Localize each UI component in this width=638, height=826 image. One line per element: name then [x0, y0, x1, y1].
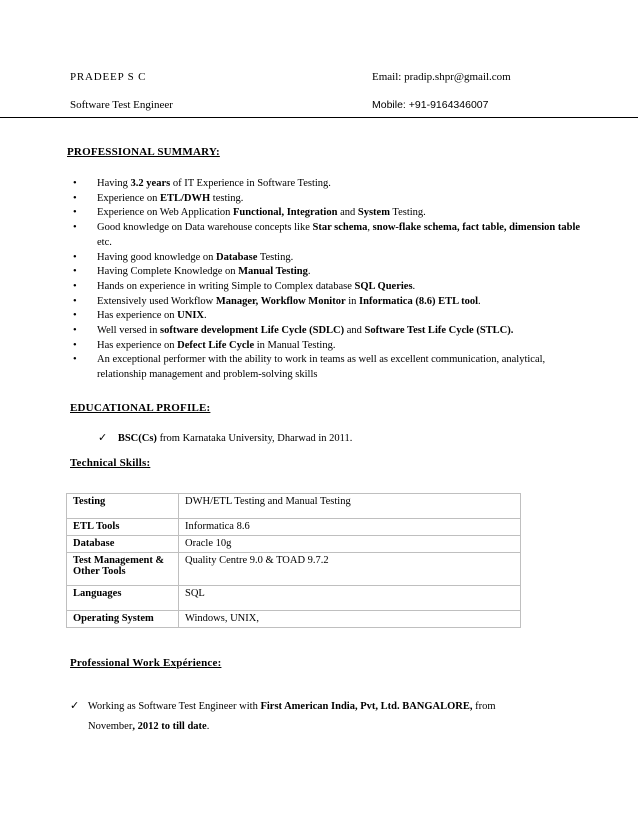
summary-text: snow-flake schema, fact table, dimension table — [372, 222, 581, 234]
bullet-icon: • — [73, 222, 77, 234]
candidate-name: PRADEEP S C — [70, 71, 147, 83]
bullet-icon: • — [73, 339, 77, 351]
bullet-icon: • — [73, 251, 77, 263]
summary-text: in Manual Testing. — [254, 339, 336, 351]
summary-item — [70, 280, 590, 295]
table-row — [67, 586, 521, 611]
header-divider — [0, 117, 638, 118]
skill-key: Testing — [67, 494, 179, 519]
summary-text: Software Test Life Cycle (STLC). — [364, 325, 514, 337]
skills-heading: Technical Skills: — [70, 457, 151, 469]
summary-text: Experience on — [97, 192, 160, 204]
table-row — [67, 519, 521, 536]
summary-list — [70, 177, 590, 383]
bullet-icon: • — [73, 266, 77, 278]
summary-heading: PROFESSIONAL SUMMARY: — [67, 146, 220, 158]
summary-text: , — [367, 222, 373, 234]
skill-value: Quality Centre 9.0 & TOAD 9.7.2 — [179, 553, 521, 586]
summary-text: Having — [97, 178, 131, 189]
education-heading: EDUCATIONAL PROFILE: — [70, 402, 211, 414]
summary-text: Well versed in — [97, 325, 161, 337]
summary-text: testing. — [210, 192, 244, 204]
bullet-icon: • — [73, 325, 77, 337]
experience-line-2 — [88, 721, 209, 732]
skill-key: Database — [67, 536, 179, 553]
summary-item — [70, 177, 590, 192]
summary-text: . — [204, 310, 207, 322]
education-degree: BSC(Cs) — [117, 433, 157, 444]
summary-text: and — [344, 325, 365, 337]
summary-item — [70, 221, 590, 250]
summary-text: An exceptional performer with the ability to work in teams as well as excellent communication, analytical, relationship management and problem-solving skills — [97, 354, 546, 381]
summary-text: of IT Experience in Software Testing. — [170, 178, 331, 189]
summary-text: and — [337, 207, 358, 219]
experience-start-month: November — [88, 721, 133, 732]
experience-role: Working as Software Test Engineer with — [87, 701, 261, 712]
job-title: Software Test Engineer — [70, 99, 173, 111]
summary-text: Testing. — [389, 207, 426, 219]
skill-value: DWH/ETL Testing and Manual Testing — [179, 494, 521, 519]
summary-text: Manager, Workflow Monitor — [215, 295, 346, 307]
skill-value: Oracle 10g — [179, 536, 521, 553]
summary-text: UNIX — [177, 310, 205, 322]
summary-text: Testing. — [257, 251, 294, 263]
checkmark-icon: ✓ — [98, 431, 108, 444]
bullet-icon: • — [73, 354, 77, 366]
summary-text: . — [307, 266, 311, 278]
table-row — [67, 611, 521, 628]
summary-text: Informatica (8.6) ETL tool — [359, 295, 479, 307]
bullet-icon: • — [73, 310, 77, 322]
table-row — [67, 536, 521, 553]
experience-heading: Professional Work Expérience: — [70, 657, 222, 669]
summary-text: Functional, Integration — [233, 207, 338, 219]
summary-text: . — [478, 295, 481, 307]
summary-item — [70, 265, 590, 280]
summary-text: software development Life Cycle (SDLC) — [160, 325, 345, 337]
skill-value: Informatica 8.6 — [179, 519, 521, 536]
summary-item — [70, 339, 590, 354]
table-row — [67, 553, 521, 586]
summary-text: Defect Life Cycle — [177, 339, 255, 351]
skill-key: Languages — [67, 586, 179, 611]
experience-line-1 — [70, 699, 590, 712]
bullet-icon: • — [73, 192, 77, 204]
checkmark-icon: ✓ — [70, 699, 80, 712]
summary-text: Has experience on — [97, 310, 178, 322]
skill-value: Windows, UNIX, — [179, 611, 521, 628]
experience-company: First American India, Pvt, Ltd. BANGALORE, — [260, 701, 473, 712]
summary-item — [70, 353, 590, 382]
skill-key: Operating System — [67, 611, 179, 628]
bullet-icon: • — [73, 207, 77, 219]
email-address: Email: pradip.shpr@gmail.com — [372, 71, 511, 83]
education-detail: from Karnataka University, Dharwad in 2011. — [156, 433, 353, 444]
bullet-icon: • — [73, 178, 77, 189]
experience-period: , 2012 to till date — [132, 721, 207, 732]
mobile-number: Mobile: +91-9164346007 — [372, 99, 489, 111]
summary-text: SQL Queries — [354, 280, 413, 292]
education-entry — [98, 431, 352, 444]
summary-text: . — [412, 280, 416, 292]
skill-key: ETL Tools — [67, 519, 179, 536]
skills-table — [66, 493, 521, 628]
summary-text: Has experience on — [97, 339, 178, 351]
summary-item — [70, 309, 590, 324]
summary-text: Star schema — [312, 222, 368, 234]
summary-item — [70, 251, 590, 266]
summary-text: Having Complete Knowledge on — [97, 266, 239, 278]
bullet-icon: • — [73, 295, 77, 307]
bullet-icon: • — [73, 280, 77, 292]
skill-value: SQL — [179, 586, 521, 611]
experience-from: from — [472, 701, 496, 712]
summary-text: Manual Testing — [238, 266, 308, 278]
summary-text: Extensively used Workflow — [97, 295, 216, 307]
summary-text: Experience on Web Application — [97, 207, 234, 219]
summary-item — [70, 206, 590, 221]
summary-text: Database — [215, 251, 258, 263]
summary-text: in — [345, 295, 360, 307]
summary-item — [70, 192, 590, 207]
summary-text: etc. — [97, 236, 112, 248]
summary-item — [70, 295, 590, 310]
summary-text: Having good knowledge on — [97, 251, 216, 263]
table-row — [67, 494, 521, 519]
summary-text: System — [357, 207, 390, 219]
summary-text: ETL/DWH — [159, 192, 211, 204]
summary-text: 3.2 years — [130, 178, 171, 189]
summary-item — [70, 324, 590, 339]
experience-period-end: . — [206, 721, 210, 732]
summary-text: Hands on experience in writing Simple to Complex database — [97, 280, 355, 292]
skill-key: Test Management & Other Tools — [67, 553, 179, 586]
summary-text: Good knowledge on Data warehouse concepts like — [97, 222, 313, 234]
